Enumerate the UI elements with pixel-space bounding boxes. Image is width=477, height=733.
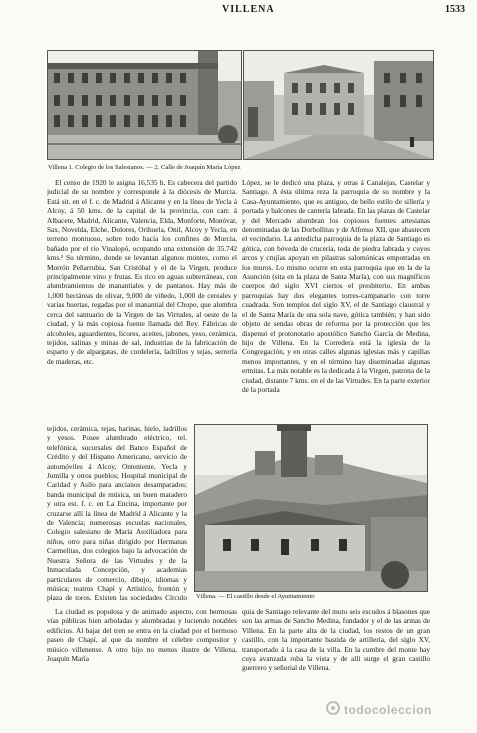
text-column-left-top <box>47 178 237 422</box>
paragraph-city: La ciudad es populosa y de animado aspecto, con hermosas vías públicas bien arboladas y alumbradas y luciendo notables edificios. Al bajar del tren se entra en la ciudad por el hermoso paseo de Chapí, al que da nombre el célebre compositor y músico villenense. A otro hijo no menos ilustre de Villena, Joaquín María <box>47 607 237 664</box>
caption-top-photos: Villena 1. Colegio de los Salesianos. — 2. Calle de Joaquín María López <box>48 164 241 171</box>
page-number: 1533 <box>445 4 465 15</box>
photo-salesianos-college <box>47 50 242 160</box>
watermark: todocoleccion <box>344 703 432 717</box>
text-column-left-mid <box>47 424 187 604</box>
paragraph-castle: quia de Santiago relevante del muro seis escudos á blasones que son las armas de Sancho Medina, fundador y el de las armas de Villena. En la parte alta de la ciudad, los restos de un gran castillo, con la importante bastida de artillería, del siglo XV, transportado á la casa de la villa. En la cumbre del monte hay cuya avanzada roba la vista y de allí surge el gran castillo guerrero y señorial de Villena. <box>242 607 430 673</box>
castle-image <box>195 425 427 591</box>
photo-street-joaquin-maria-lopez <box>243 50 434 160</box>
street-scene-image <box>244 51 433 159</box>
page-title: VILLENA <box>222 4 275 15</box>
text-column-left-bottom <box>47 607 237 691</box>
text-column-right-bottom <box>242 607 430 691</box>
caption-castle: Villena. — El castillo desde el Ayuntamiento <box>196 593 315 600</box>
photo-castle <box>194 424 428 592</box>
paragraph-services: tejidos, cerámica, tejas, harinas, hielo, ladrillos y yesos. Posee alumbrado eléctrico, tel. telefónica, sucursales del Banco Español de Crédito y del Hispano Americano, servicio de automóviles á Alcoy, Onteniente, Yecla y Jumilla y otros pueblos; Hospital municipal de Caridad y Asilo para ancianos desamparados; banda municipal de música, un buen matadero y otra est. f. c. en La Encina, importante por cruzarse allí la línea de Madrid á Alicante y la de Valencia; numerosas escuelas nacionales, Colegio salesiano de María Auxiliadora para niños, otro para niñas dirigido por Hermanas Carmelitas, dos colegios bajo la advocación de Nuestra Señora de las Virtudes y de la Inmaculada Concepción, y academias particulares de comercio, dibujo, idiomas y música; teatros Chapí y Artístico, frontón y plaza de toros. Existen las sociedades Círculo <box>47 424 187 603</box>
text-column-right-top <box>242 178 430 416</box>
running-header <box>0 4 477 18</box>
paragraph-intro: El censo de 1920 le asigna 16,535 h. Es cabecera del partido judicial de su nombre y corresponde á la diócesis de Murcia. Está sit. en el f. c. de Madrid á Alicante y en la línea de Yecla á Alcoy, á 50 kms. de la capital de la provincia, con carr. á Albacete, Madrid, Alicante, Valencia, Elda, Monforte, Monóvar, Sax, Novelda, Elche, Dolores, Orihuela, Onil, Alcoy y Yecla, en terreno montuoso, sobre todo hacia los confines de Murcia, bañado por el río Vinalopó, ocupando una extensión de 35.742 kms.² Su término, donde se levantan algunos montes, como el Morrón Peñarrubia, San Cristóbal y el de la Virgen, produce principalmente vino y frutas. Es rico en aguas subterráneas, con alumbramientos de manantiales y de pantanos. Hay más de 1,000 hectáreas de olivar, 9,000 de viñedo, 1,000 de cereales y varias huertas, regadas por el manantial del Chopo, que alumbra cerca del santuario de la Virgen de las Virtudes, al oeste de la ciudad, y la más copiosa fuente llamada del Rey. Fábricas de alcoholes, aguardientes, licores, aceites, jabones, yeso, cerámica, tejidos, salinas y minas de sal, industrias de la fabricación de esparto y de alpargatas, de cordelería, ladrillos y tejas, serrería de maderas, etc. <box>47 178 237 366</box>
college-building-image <box>48 51 241 159</box>
paragraph-monuments: López, se le dedicó una plaza, y otras á Canalejas, Castelar y Santiago. A ésta última reza la parroquia de su nombre y la Casa-Ayuntamiento, que es antiguo, de bello estilo de sillería y portada y balcones de cantería labrada. En las plazas de Castelar y del Mercado alumbran los copiosos fuentes artesianas denominadas de las Dorbollitas y de Alfonso XII, que abastecen el vecindario. La antedicha parroquia de la plaza de Santiago es gótica, con bóveda de crucería, toda de piedra labrada y cuyos arcos y crujías apoyan en pilastras salomónicas empotradas en los muros. Lo mismo ocurre en esta parroquia que en la de la Asunción (sita en la plaza de Santa María), con sus magníficos cuerpos del siglo XVI ciertos el presbiterio. En ambas parroquias hay dos elegantes torres-campanario con torre cuadrada. Son templos del siglo XV, el de Santiago claustral y el de Santa María de una sola nave, gótica también; y han sido objeto de sendas obras de reforma por la protección que les dispensó el protonotario apostólico Sancho García de Medina, hijo de Villena. En la Corredera está la iglesia de la Congregación, y en otras calles algunas iglesias más y capillas menos importantes, y en el término hay diseminadas algunas ermitas. La más notable es la dedicada á la Virgen, patrona de la ciudad, distante 7 kms. en el de las Virtudes. En la parte exterior de la portada <box>242 178 430 394</box>
watermark-logo-icon <box>326 701 340 715</box>
